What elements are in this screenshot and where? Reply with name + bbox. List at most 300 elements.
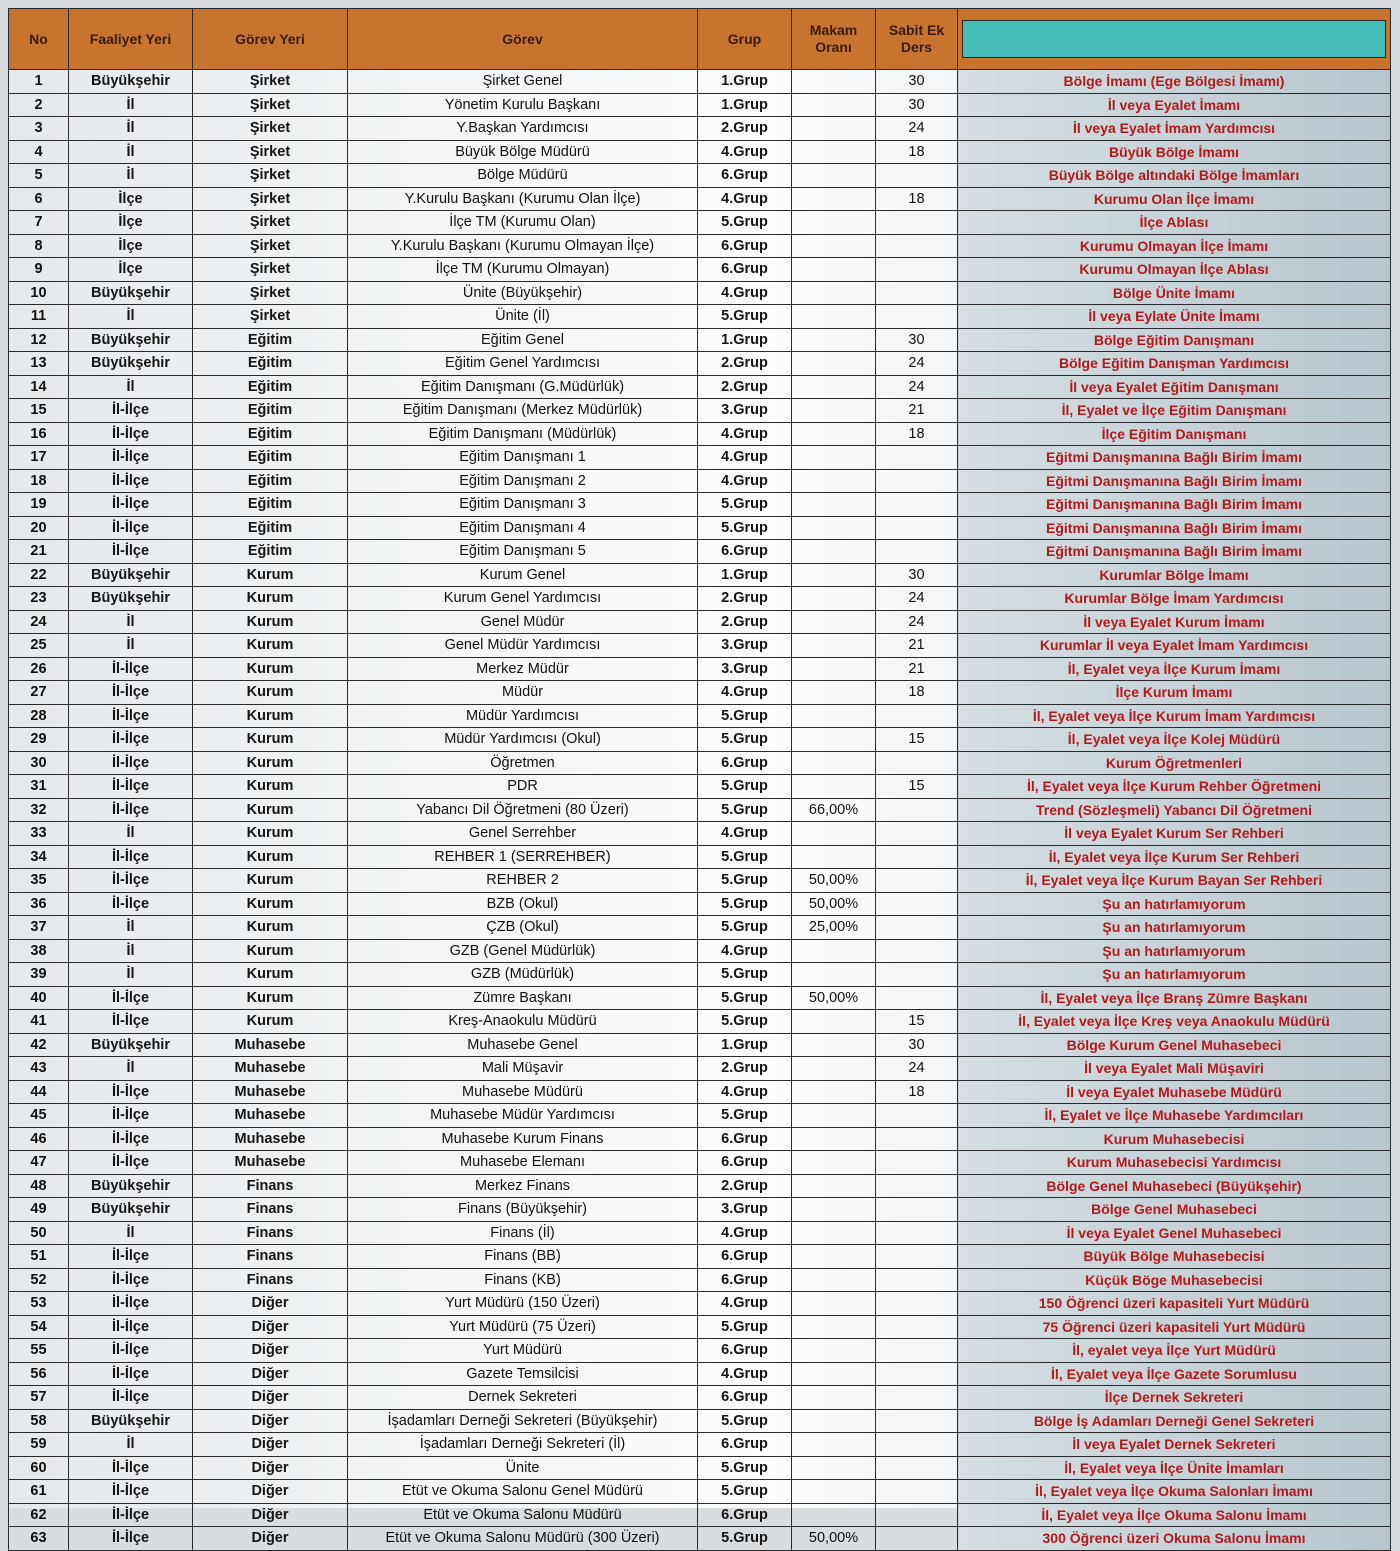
header-no: No: [9, 9, 69, 70]
cell-makam-orani: [792, 1503, 876, 1527]
cell-gorev: Y.Kurulu Başkanı (Kurumu Olan İlçe): [348, 187, 698, 211]
cell-no: 26: [9, 657, 69, 681]
position-table: [8, 8, 1391, 1551]
cell-gorev: Finans (KB): [348, 1268, 698, 1292]
cell-gorev: Merkez Müdür: [348, 657, 698, 681]
cell-no: 52: [9, 1268, 69, 1292]
cell-gorev: Eğitim Danışmanı 4: [348, 516, 698, 540]
cell-gorev: GZB (Müdürlük): [348, 963, 698, 987]
cell-grup: 6.Grup: [698, 1245, 792, 1269]
cell-sabit-ek-ders: [876, 281, 958, 305]
cell-no: 60: [9, 1456, 69, 1480]
cell-equivalent: Kurum Öğretmenleri: [958, 751, 1391, 775]
table-row: [9, 704, 1391, 728]
cell-gorev: Eğitim Danışmanı (Müdürlük): [348, 422, 698, 446]
cell-equivalent: Eğitmi Danışmanına Bağlı Birim İmamı: [958, 493, 1391, 517]
cell-sabit-ek-ders: [876, 516, 958, 540]
cell-no: 29: [9, 728, 69, 752]
cell-sabit-ek-ders: [876, 704, 958, 728]
cell-faaliyet-yeri: İl-İlçe: [69, 798, 193, 822]
cell-no: 14: [9, 375, 69, 399]
cell-gorev: Yurt Müdürü (75 Üzeri): [348, 1315, 698, 1339]
table-row: [9, 681, 1391, 705]
header-row: [9, 9, 1391, 70]
cell-gorev: REHBER 1 (SERREHBER): [348, 845, 698, 869]
cell-grup: 3.Grup: [698, 399, 792, 423]
cell-grup: 4.Grup: [698, 1221, 792, 1245]
table-row: [9, 328, 1391, 352]
cell-sabit-ek-ders: 21: [876, 657, 958, 681]
table-row: [9, 563, 1391, 587]
cell-grup: 1.Grup: [698, 1033, 792, 1057]
cell-makam-orani: [792, 328, 876, 352]
cell-faaliyet-yeri: Büyükşehir: [69, 1174, 193, 1198]
cell-equivalent: Kurumu Olmayan İlçe Ablası: [958, 258, 1391, 282]
cell-makam-orani: 25,00%: [792, 916, 876, 940]
cell-equivalent: İl, Eyalet veya İlçe Okuma Salonu İmamı: [958, 1503, 1391, 1527]
cell-no: 48: [9, 1174, 69, 1198]
cell-gorev: Etüt ve Okuma Salonu Genel Müdürü: [348, 1480, 698, 1504]
table-row: [9, 1198, 1391, 1222]
cell-gorev-yeri: Kurum: [193, 1010, 348, 1034]
cell-gorev-yeri: Muhasebe: [193, 1080, 348, 1104]
cell-gorev: Yurt Müdürü (150 Üzeri): [348, 1292, 698, 1316]
cell-grup: 5.Grup: [698, 1104, 792, 1128]
cell-no: 61: [9, 1480, 69, 1504]
cell-grup: 5.Grup: [698, 845, 792, 869]
cell-gorev-yeri: Muhasebe: [193, 1127, 348, 1151]
table-row: [9, 117, 1391, 141]
cell-faaliyet-yeri: İl-İlçe: [69, 1362, 193, 1386]
cell-sabit-ek-ders: [876, 822, 958, 846]
table-row: [9, 963, 1391, 987]
cell-equivalent: Kurumlar Bölge İmam Yardımcısı: [958, 587, 1391, 611]
cell-sabit-ek-ders: [876, 258, 958, 282]
cell-makam-orani: [792, 422, 876, 446]
cell-gorev: Eğitim Genel: [348, 328, 698, 352]
cell-sabit-ek-ders: [876, 164, 958, 188]
cell-makam-orani: 50,00%: [792, 1527, 876, 1551]
cell-grup: 6.Grup: [698, 1151, 792, 1175]
cell-no: 40: [9, 986, 69, 1010]
cell-grup: 3.Grup: [698, 634, 792, 658]
cell-faaliyet-yeri: İl: [69, 117, 193, 141]
cell-grup: 4.Grup: [698, 187, 792, 211]
cell-gorev: İlçe TM (Kurumu Olan): [348, 211, 698, 235]
table-row: [9, 892, 1391, 916]
cell-faaliyet-yeri: İl: [69, 634, 193, 658]
cell-grup: 2.Grup: [698, 117, 792, 141]
cell-sabit-ek-ders: [876, 211, 958, 235]
cell-grup: 2.Grup: [698, 1174, 792, 1198]
cell-grup: 5.Grup: [698, 1010, 792, 1034]
cell-faaliyet-yeri: İlçe: [69, 211, 193, 235]
cell-grup: 1.Grup: [698, 93, 792, 117]
table-row: [9, 1221, 1391, 1245]
cell-makam-orani: [792, 775, 876, 799]
cell-gorev: Eğitim Danışmanı 1: [348, 446, 698, 470]
cell-grup: 5.Grup: [698, 516, 792, 540]
cell-gorev-yeri: Eğitim: [193, 493, 348, 517]
cell-gorev: Eğitim Danışmanı 5: [348, 540, 698, 564]
cell-gorev: Bölge Müdürü: [348, 164, 698, 188]
cell-sabit-ek-ders: [876, 1409, 958, 1433]
cell-grup: 4.Grup: [698, 681, 792, 705]
cell-gorev: Genel Müdür Yardımcısı: [348, 634, 698, 658]
table-row: [9, 986, 1391, 1010]
cell-no: 24: [9, 610, 69, 634]
cell-makam-orani: [792, 704, 876, 728]
cell-faaliyet-yeri: İl-İlçe: [69, 751, 193, 775]
cell-sabit-ek-ders: 15: [876, 775, 958, 799]
cell-gorev: İşadamları Derneği Sekreteri (Büyükşehir): [348, 1409, 698, 1433]
cell-no: 13: [9, 352, 69, 376]
cell-no: 63: [9, 1527, 69, 1551]
cell-equivalent: Bölge İş Adamları Derneği Genel Sekreteri: [958, 1409, 1391, 1433]
cell-grup: 6.Grup: [698, 1386, 792, 1410]
cell-makam-orani: [792, 728, 876, 752]
cell-makam-orani: [792, 1127, 876, 1151]
cell-gorev-yeri: Şirket: [193, 164, 348, 188]
cell-equivalent: 150 Öğrenci üzeri kapasiteli Yurt Müdürü: [958, 1292, 1391, 1316]
cell-faaliyet-yeri: İl: [69, 939, 193, 963]
cell-equivalent: İl veya Eyalet Genel Muhasebeci: [958, 1221, 1391, 1245]
cell-gorev-yeri: Kurum: [193, 986, 348, 1010]
cell-grup: 4.Grup: [698, 140, 792, 164]
table-row: [9, 775, 1391, 799]
table-row: [9, 1057, 1391, 1081]
cell-no: 31: [9, 775, 69, 799]
cell-gorev-yeri: Kurum: [193, 845, 348, 869]
cell-gorev: BZB (Okul): [348, 892, 698, 916]
cell-faaliyet-yeri: Büyükşehir: [69, 1198, 193, 1222]
cell-makam-orani: [792, 1104, 876, 1128]
cell-sabit-ek-ders: 24: [876, 352, 958, 376]
cell-gorev: Y.Başkan Yardımcısı: [348, 117, 698, 141]
cell-grup: 5.Grup: [698, 493, 792, 517]
cell-gorev-yeri: Eğitim: [193, 516, 348, 540]
cell-gorev: Kurum Genel Yardımcısı: [348, 587, 698, 611]
cell-makam-orani: [792, 516, 876, 540]
cell-makam-orani: [792, 845, 876, 869]
cell-no: 16: [9, 422, 69, 446]
cell-no: 18: [9, 469, 69, 493]
cell-gorev-yeri: Şirket: [193, 187, 348, 211]
cell-no: 3: [9, 117, 69, 141]
cell-makam-orani: [792, 1057, 876, 1081]
cell-equivalent: İl, Eyalet ve İlçe Eğitim Danışmanı: [958, 399, 1391, 423]
cell-grup: 6.Grup: [698, 164, 792, 188]
cell-sabit-ek-ders: 24: [876, 1057, 958, 1081]
cell-sabit-ek-ders: [876, 1245, 958, 1269]
cell-gorev-yeri: Diğer: [193, 1503, 348, 1527]
cell-no: 33: [9, 822, 69, 846]
cell-sabit-ek-ders: [876, 493, 958, 517]
cell-makam-orani: [792, 563, 876, 587]
cell-sabit-ek-ders: 30: [876, 70, 958, 94]
cell-grup: 3.Grup: [698, 657, 792, 681]
cell-no: 32: [9, 798, 69, 822]
cell-sabit-ek-ders: [876, 540, 958, 564]
cell-gorev: Finans (Büyükşehir): [348, 1198, 698, 1222]
cell-grup: 5.Grup: [698, 916, 792, 940]
cell-no: 1: [9, 70, 69, 94]
cell-gorev: Müdür: [348, 681, 698, 705]
table-row: [9, 305, 1391, 329]
cell-gorev: Eğitim Danışmanı (G.Müdürlük): [348, 375, 698, 399]
table-row: [9, 281, 1391, 305]
cell-faaliyet-yeri: İl-İlçe: [69, 892, 193, 916]
cell-makam-orani: 66,00%: [792, 798, 876, 822]
cell-faaliyet-yeri: İl-İlçe: [69, 1527, 193, 1551]
cell-sabit-ek-ders: [876, 916, 958, 940]
cell-makam-orani: [792, 963, 876, 987]
cell-sabit-ek-ders: [876, 1386, 958, 1410]
cell-grup: 6.Grup: [698, 258, 792, 282]
cell-faaliyet-yeri: İl-İlçe: [69, 1151, 193, 1175]
table-row: [9, 516, 1391, 540]
cell-makam-orani: [792, 1362, 876, 1386]
cell-makam-orani: [792, 1433, 876, 1457]
cell-sabit-ek-ders: 18: [876, 422, 958, 446]
cell-no: 7: [9, 211, 69, 235]
cell-gorev-yeri: Eğitim: [193, 446, 348, 470]
cell-sabit-ek-ders: [876, 234, 958, 258]
cell-equivalent: İl, Eyalet veya İlçe Kurum Bayan Ser Rehberi: [958, 869, 1391, 893]
table-row: [9, 1456, 1391, 1480]
cell-gorev: Mali Müşavir: [348, 1057, 698, 1081]
cell-no: 46: [9, 1127, 69, 1151]
cell-sabit-ek-ders: [876, 1198, 958, 1222]
cell-faaliyet-yeri: İl: [69, 164, 193, 188]
cell-faaliyet-yeri: İl: [69, 963, 193, 987]
cell-makam-orani: [792, 634, 876, 658]
cell-sabit-ek-ders: [876, 939, 958, 963]
cell-equivalent: İl, Eyalet veya İlçe Kolej Müdürü: [958, 728, 1391, 752]
cell-sabit-ek-ders: 30: [876, 328, 958, 352]
cell-gorev: ÇZB (Okul): [348, 916, 698, 940]
cell-gorev-yeri: Diğer: [193, 1527, 348, 1551]
cell-no: 15: [9, 399, 69, 423]
cell-no: 28: [9, 704, 69, 728]
cell-gorev: REHBER 2: [348, 869, 698, 893]
table-row: [9, 1010, 1391, 1034]
cell-grup: 4.Grup: [698, 422, 792, 446]
table-row: [9, 493, 1391, 517]
cell-gorev: Merkez Finans: [348, 1174, 698, 1198]
cell-gorev-yeri: Eğitim: [193, 375, 348, 399]
cell-grup: 2.Grup: [698, 352, 792, 376]
cell-equivalent: İl veya Eyalet Kurum Ser Rehberi: [958, 822, 1391, 846]
cell-gorev-yeri: Şirket: [193, 140, 348, 164]
cell-gorev-yeri: Kurum: [193, 963, 348, 987]
cell-makam-orani: [792, 446, 876, 470]
cell-sabit-ek-ders: [876, 1292, 958, 1316]
cell-no: 22: [9, 563, 69, 587]
cell-gorev: Öğretmen: [348, 751, 698, 775]
cell-faaliyet-yeri: İl-İlçe: [69, 493, 193, 517]
cell-equivalent: Kurumu Olan İlçe İmamı: [958, 187, 1391, 211]
cell-grup: 5.Grup: [698, 305, 792, 329]
cell-equivalent: İlçe Eğitim Danışmanı: [958, 422, 1391, 446]
cell-equivalent: Eğitmi Danışmanına Bağlı Birim İmamı: [958, 516, 1391, 540]
cell-faaliyet-yeri: İl: [69, 916, 193, 940]
cell-gorev-yeri: Şirket: [193, 234, 348, 258]
cell-gorev-yeri: Eğitim: [193, 540, 348, 564]
cell-faaliyet-yeri: İlçe: [69, 258, 193, 282]
cell-gorev-yeri: Kurum: [193, 728, 348, 752]
cell-gorev-yeri: Kurum: [193, 657, 348, 681]
cell-makam-orani: [792, 1174, 876, 1198]
cell-gorev: Y.Kurulu Başkanı (Kurumu Olmayan İlçe): [348, 234, 698, 258]
cell-gorev: Ünite: [348, 1456, 698, 1480]
cell-sabit-ek-ders: [876, 1174, 958, 1198]
cell-sabit-ek-ders: 30: [876, 93, 958, 117]
cell-makam-orani: [792, 540, 876, 564]
cell-equivalent: İl, eyalet veya İlçe Yurt Müdürü: [958, 1339, 1391, 1363]
cell-no: 5: [9, 164, 69, 188]
cell-sabit-ek-ders: [876, 1527, 958, 1551]
cell-gorev-yeri: Şirket: [193, 211, 348, 235]
cell-grup: 4.Grup: [698, 281, 792, 305]
cell-grup: 5.Grup: [698, 986, 792, 1010]
table-row: [9, 1151, 1391, 1175]
cell-grup: 6.Grup: [698, 1433, 792, 1457]
cell-no: 59: [9, 1433, 69, 1457]
cell-grup: 5.Grup: [698, 1456, 792, 1480]
header-faaliyet-yeri: Faaliyet Yeri: [69, 9, 193, 70]
cell-no: 54: [9, 1315, 69, 1339]
cell-equivalent: İl, Eyalet veya İlçe Kurum İmamı: [958, 657, 1391, 681]
table-row: [9, 258, 1391, 282]
table-row: [9, 187, 1391, 211]
cell-equivalent: İlçe Ablası: [958, 211, 1391, 235]
cell-gorev-yeri: Finans: [193, 1174, 348, 1198]
cell-no: 49: [9, 1198, 69, 1222]
cell-gorev-yeri: Kurum: [193, 704, 348, 728]
cell-equivalent: Kurumu Olmayan İlçe İmamı: [958, 234, 1391, 258]
cell-sabit-ek-ders: [876, 1221, 958, 1245]
cell-equivalent: İl, Eyalet ve İlçe Muhasebe Yardımcıları: [958, 1104, 1391, 1128]
cell-equivalent: Eğitmi Danışmanına Bağlı Birim İmamı: [958, 540, 1391, 564]
cell-gorev-yeri: Diğer: [193, 1456, 348, 1480]
cell-no: 2: [9, 93, 69, 117]
cell-faaliyet-yeri: Büyükşehir: [69, 1409, 193, 1433]
cell-makam-orani: [792, 822, 876, 846]
cell-makam-orani: [792, 1409, 876, 1433]
cell-faaliyet-yeri: İl: [69, 93, 193, 117]
cell-gorev-yeri: Diğer: [193, 1362, 348, 1386]
cell-no: 37: [9, 916, 69, 940]
cell-makam-orani: [792, 1151, 876, 1175]
cell-gorev: Genel Müdür: [348, 610, 698, 634]
cell-no: 58: [9, 1409, 69, 1433]
cell-no: 12: [9, 328, 69, 352]
cell-equivalent: Bölge Eğitim Danışman Yardımcısı: [958, 352, 1391, 376]
cell-makam-orani: [792, 610, 876, 634]
cell-grup: 4.Grup: [698, 1080, 792, 1104]
cell-makam-orani: [792, 939, 876, 963]
table-row: [9, 93, 1391, 117]
cell-gorev-yeri: Şirket: [193, 93, 348, 117]
cell-makam-orani: [792, 1268, 876, 1292]
cell-sabit-ek-ders: 21: [876, 399, 958, 423]
cell-gorev-yeri: Kurum: [193, 869, 348, 893]
cell-makam-orani: [792, 211, 876, 235]
table-row: [9, 587, 1391, 611]
cell-faaliyet-yeri: İl-İlçe: [69, 1480, 193, 1504]
cell-grup: 6.Grup: [698, 1339, 792, 1363]
cell-faaliyet-yeri: İl: [69, 1221, 193, 1245]
cell-gorev: Gazete Temsilcisi: [348, 1362, 698, 1386]
cell-sabit-ek-ders: [876, 986, 958, 1010]
cell-no: 44: [9, 1080, 69, 1104]
cell-faaliyet-yeri: İl-İlçe: [69, 869, 193, 893]
cell-faaliyet-yeri: İl-İlçe: [69, 1292, 193, 1316]
cell-faaliyet-yeri: İl-İlçe: [69, 1127, 193, 1151]
cell-no: 19: [9, 493, 69, 517]
cell-gorev: Muhasebe Müdür Yardımcısı: [348, 1104, 698, 1128]
cell-no: 50: [9, 1221, 69, 1245]
cell-no: 42: [9, 1033, 69, 1057]
cell-gorev: PDR: [348, 775, 698, 799]
table-row: [9, 1268, 1391, 1292]
cell-faaliyet-yeri: İl-İlçe: [69, 469, 193, 493]
cell-no: 43: [9, 1057, 69, 1081]
cell-sabit-ek-ders: [876, 963, 958, 987]
cell-faaliyet-yeri: İl: [69, 610, 193, 634]
cell-gorev: Müdür Yardımcısı (Okul): [348, 728, 698, 752]
cell-sabit-ek-ders: 18: [876, 140, 958, 164]
cell-equivalent: Kurum Muhasebecisi: [958, 1127, 1391, 1151]
table-row: [9, 751, 1391, 775]
table-row: [9, 1080, 1391, 1104]
cell-no: 17: [9, 446, 69, 470]
cell-gorev: Ünite (Büyükşehir): [348, 281, 698, 305]
cell-gorev: Yönetim Kurulu Başkanı: [348, 93, 698, 117]
cell-faaliyet-yeri: İl-İlçe: [69, 681, 193, 705]
cell-equivalent: İlçe Dernek Sekreteri: [958, 1386, 1391, 1410]
cell-faaliyet-yeri: İl: [69, 822, 193, 846]
cell-no: 41: [9, 1010, 69, 1034]
cell-grup: 5.Grup: [698, 892, 792, 916]
cell-sabit-ek-ders: [876, 1104, 958, 1128]
cell-grup: 5.Grup: [698, 1315, 792, 1339]
cell-faaliyet-yeri: İl-İlçe: [69, 1386, 193, 1410]
cell-grup: 4.Grup: [698, 1292, 792, 1316]
cell-no: 57: [9, 1386, 69, 1410]
cell-sabit-ek-ders: [876, 869, 958, 893]
table-row: [9, 916, 1391, 940]
cell-makam-orani: [792, 469, 876, 493]
cell-faaliyet-yeri: İl-İlçe: [69, 516, 193, 540]
cell-makam-orani: 50,00%: [792, 892, 876, 916]
cell-grup: 5.Grup: [698, 775, 792, 799]
cell-makam-orani: [792, 399, 876, 423]
cell-makam-orani: [792, 164, 876, 188]
header-gorev-yeri: Görev Yeri: [193, 9, 348, 70]
table-row: [9, 352, 1391, 376]
cell-no: 20: [9, 516, 69, 540]
cell-grup: 6.Grup: [698, 1268, 792, 1292]
cell-faaliyet-yeri: İl: [69, 375, 193, 399]
cell-gorev: Kurum Genel: [348, 563, 698, 587]
spreadsheet-page: [8, 8, 1390, 1547]
cell-gorev-yeri: Kurum: [193, 563, 348, 587]
cell-faaliyet-yeri: İl-İlçe: [69, 986, 193, 1010]
cell-makam-orani: [792, 1198, 876, 1222]
cell-makam-orani: [792, 1221, 876, 1245]
